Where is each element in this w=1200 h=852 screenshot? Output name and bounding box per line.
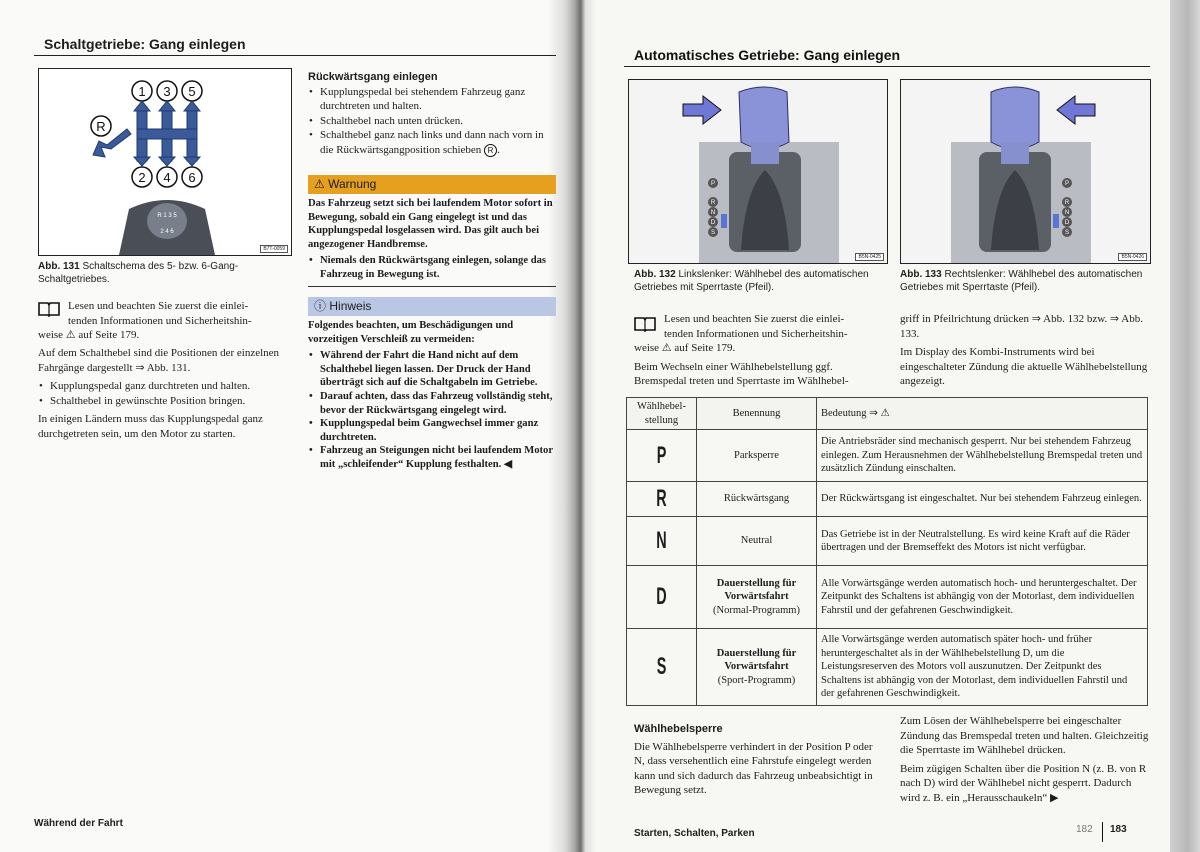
- gear-label-4: 4: [163, 170, 171, 185]
- row-pos-d: D: [656, 583, 667, 611]
- header-meaning-text: Bedeutung ⇒: [821, 407, 878, 419]
- bullet-1: • Kupplungspedal ganz durchtreten und halten.: [38, 379, 288, 394]
- gearshift-pattern-illustration: [39, 69, 291, 255]
- table-row: [627, 517, 1148, 566]
- header-position: Wählhebel-stellung: [627, 398, 697, 430]
- continue-arrow-icon: ▶: [1049, 791, 1059, 804]
- gear-label-3: 3: [163, 84, 171, 99]
- left-footer: Während der Fahrt: [34, 818, 123, 829]
- warning-box: [308, 175, 556, 287]
- hint-body: [308, 316, 556, 476]
- right-note-line-4: auf Seite 179.: [674, 342, 736, 354]
- pos-d: D: [710, 220, 716, 226]
- page-number-divider: [1102, 822, 1103, 842]
- selector-lever-rhd-illustration: [901, 80, 1150, 263]
- figure-133-code: B5N-0426: [1118, 253, 1147, 261]
- row-name-s-rest: (Sport-Programm): [717, 674, 796, 686]
- lock-right-col: [900, 714, 1150, 809]
- caption-text: Schaltschema des 5- bzw. 6-Gang-Schaltgetriebes.: [38, 261, 239, 285]
- heading-rule: [34, 55, 556, 56]
- reverse-heading: Rückwärtsgang einlegen: [308, 71, 438, 83]
- row-pos-p: P: [656, 441, 667, 469]
- note-line-4: auf Seite 179.: [78, 329, 140, 341]
- table-row: [627, 430, 1148, 482]
- gear-label-1: 1: [138, 84, 146, 99]
- right-note-line-3: weise: [634, 342, 660, 354]
- row-name-n: Neutral: [697, 517, 817, 566]
- row-meaning-r: Der Rückwärtsgang ist eingeschaltet. Nur bei stehendem Fahrzeug einlegen.: [817, 482, 1148, 517]
- bullet-2: • Schalthebel in gewünschte Position bringen.: [38, 394, 288, 409]
- right-para-1: griff in Pfeilrichtung drücken ⇒ Abb. 132 bzw. ⇒ Abb. 133.: [900, 313, 1143, 340]
- table-header-row: [627, 398, 1148, 430]
- warning-triangle-icon-right: ⚠: [661, 342, 672, 354]
- reverse-bullet-3-text: Schalthebel ganz nach links und dann nach vorn in die Rückwärtsgangposition schieben: [320, 129, 544, 156]
- gear-label-r: R: [96, 119, 106, 134]
- page-number-right: 183: [1110, 824, 1127, 835]
- para-1: Auf dem Schalthebel sind die Positionen der einzelnen Fahrgänge dargestellt ⇒ Abb. 131.: [38, 347, 280, 374]
- right-col-text: [900, 312, 1152, 393]
- right-note: [634, 312, 886, 393]
- pos-n: N: [710, 210, 716, 216]
- lock-heading: Wählhebelsperre: [634, 723, 723, 735]
- lock-right-para-2: Beim zügigen Schalten über die Position N (z. B. von R nach D) wird der Wählhebel nicht gesperrt. Dadurch wird z. B. ein „Herausschaukeln“: [900, 762, 1147, 804]
- note-line-2: tenden Informationen und Sicherheitshin-: [68, 314, 252, 327]
- left-page-heading: Schaltgetriebe: Gang einlegen: [44, 36, 246, 52]
- pos-n-rhd: N: [1064, 210, 1070, 216]
- left-col-body: [38, 346, 288, 445]
- book-icon-right: [634, 316, 656, 332]
- warning-bullet: • Niemals den Rückwärtsgang einlegen, solange das Fahrzeug in Bewegung ist.: [308, 254, 556, 281]
- lock-right-para-1: Zum Lösen der Wählhebelsperre bei eingeschalter Zündung das Bremspedal treten und halten. Gleichzeitig die Sperrtaste im Wählhebel drücken.: [900, 715, 1149, 756]
- row-name-d-bold: Dauerstellung für Vorwärtsfahrt: [716, 577, 797, 603]
- figure-132: [628, 79, 888, 264]
- right-heading-rule: [624, 66, 1150, 67]
- hint-bullet-4-text: Fahrzeug an Steigungen nicht bei laufendem Motor mit „schleifender“ Kupplung festhalten.: [320, 445, 553, 470]
- row-name-p: Parksperre: [697, 430, 817, 482]
- right-note-line-2: tenden Informationen und Sicherheitshin-: [664, 327, 848, 340]
- hint-intro: Folgendes beachten, um Beschädigungen und vorzeitigen Verschleiß zu vermeiden:: [308, 320, 514, 345]
- hint-bullet-1: • Während der Fahrt die Hand nicht auf dem Schalthebel liegen lassen. Der Druck der Hand überträgt sich auf die Schaltgabeln im Getriebe.: [308, 349, 556, 390]
- gear-label-5: 5: [188, 84, 196, 99]
- reverse-bullet-2: • Schalthebel nach unten drücken.: [308, 114, 558, 129]
- page-number-left: 182: [1076, 824, 1093, 835]
- row-pos-n: N: [656, 527, 667, 555]
- table-row: [627, 566, 1148, 629]
- info-icon: ⓘ: [314, 299, 327, 313]
- note-line-3: weise: [38, 329, 64, 341]
- hint-box: [308, 297, 556, 476]
- pos-s-rhd: S: [1064, 230, 1070, 236]
- reverse-symbol-icon: R: [484, 144, 497, 157]
- caption-label: Abb. 131: [38, 261, 80, 272]
- fig133-label: Abb. 133: [900, 269, 942, 280]
- fig132-label: Abb. 132: [634, 269, 676, 280]
- figure-132-code: B5N-0425: [855, 253, 884, 261]
- right-note-line-1: Lesen und beachten Sie zuerst die einlei-: [664, 313, 845, 325]
- left-note: [38, 299, 288, 343]
- warning-title: Warnung: [328, 177, 377, 191]
- hint-bullet-4: [308, 444, 556, 471]
- figure-132-caption: [634, 268, 884, 294]
- lock-para: Die Wählhebelsperre verhindert in der Position P oder N, dass versehentlich eine Fahrstufe eingelegt werden kann und sich dadurch das Fahrzeug unbeabsichtigt in Bewegung setzt.: [634, 740, 873, 796]
- row-meaning-d: Alle Vorwärtsgänge werden automatisch hoch- und heruntergeschaltet. Der Zeitpunkt des Schaltens ist abhängig von der Motorlast, dem individuellen Fahrstil und der gefahrenen Geschwindigkeit.: [817, 566, 1148, 629]
- row-meaning-p: Die Antriebsräder sind mechanisch gesperrt. Nur bei stehendem Fahrzeug einlegen. Zum Herausnehmen der Wählhebelstellung Bremspedal treten und zusätzlich Zündung einschalten.: [817, 430, 1148, 482]
- table-row: [627, 629, 1148, 706]
- note-line-1: Lesen und beachten Sie zuerst die einlei-: [68, 300, 249, 312]
- right-footer: Starten, Schalten, Parken: [634, 828, 755, 839]
- row-name-s-bold: Dauerstellung für Vorwärtsfahrt: [716, 647, 797, 673]
- warning-body: [308, 194, 556, 286]
- header-name: Benennung: [697, 398, 817, 430]
- gear-label-2: 2: [138, 170, 146, 185]
- header-meaning: [817, 398, 1148, 430]
- knob-text-bottom: 2 4 6: [160, 229, 174, 235]
- hint-header: [308, 297, 556, 316]
- selector-positions-table: [626, 397, 1148, 706]
- figure-133-caption: [900, 268, 1150, 294]
- figure-133: [900, 79, 1151, 264]
- right-para-2: Im Display des Kombi-Instruments wird bei eingeschalteter Zündung die aktuelle Wählhebelstellung angezeigt.: [900, 346, 1148, 387]
- page-edge: [1170, 0, 1200, 852]
- row-pos-s: S: [656, 653, 667, 681]
- warning-triangle-icon-table: ⚠: [880, 407, 890, 419]
- selector-lock-section: [634, 722, 884, 802]
- figure-code: B7T-0059: [260, 245, 288, 253]
- pos-r: R: [710, 200, 716, 206]
- reverse-bullet-1: • Kupplungspedal bei stehendem Fahrzeug ganz durchtreten und halten.: [308, 85, 558, 114]
- book-icon: [38, 301, 60, 317]
- pos-p: P: [710, 181, 716, 187]
- warning-header: [308, 175, 556, 194]
- right-page-heading: Automatisches Getriebe: Gang einlegen: [634, 47, 901, 63]
- warning-icon: ⚠: [314, 177, 325, 191]
- right-para-left: Beim Wechseln einer Wählhebelstellung ggf. Bremspedal treten und Sperrtaste im Wählhebel-: [634, 360, 849, 387]
- hint-bullet-2: • Darauf achten, dass das Fahrzeug vollständig steht, bevor der Rückwärtsgang eingelegt wird.: [308, 390, 556, 417]
- gear-label-6: 6: [188, 170, 196, 185]
- reverse-section: [308, 70, 558, 157]
- para-2: In einigen Ländern muss das Kupplungspedal ganz durchgetreten sein, um den Motor zu starten.: [38, 413, 263, 440]
- hint-bullet-3: • Kupplungspedal beim Gangwechsel immer ganz durchtreten.: [308, 417, 556, 444]
- knob-text-top: R 1 3 5: [157, 213, 177, 219]
- fig132-text: Linkslenker: Wählhebel des automatischen Getriebes mit Sperrtaste (Pfeil).: [634, 269, 869, 293]
- pos-r-rhd: R: [1064, 200, 1070, 206]
- row-meaning-s: Alle Vorwärtsgänge werden automatisch später hoch- und früher heruntergeschaltet als in der Wählhebelstellung D, um die Leistungsreserven des Motors voll auszunutzen. Der Zeitpunkt des Schaltens ist abhängig von der Motorlast, dem individuellen Fahrstil und der gefahrenen Geschwindigkeit.: [817, 629, 1148, 706]
- hint-title: Hinweis: [329, 299, 372, 313]
- row-meaning-n: Das Getriebe ist in der Neutralstellung. Es wird keine Kraft auf die Räder übertragen und der Bremseffekt des Motors ist nicht verfügbar.: [817, 517, 1148, 566]
- figure-131: [38, 68, 292, 256]
- pos-s: S: [710, 230, 716, 236]
- figure-131-caption: [38, 260, 290, 286]
- row-name-r: Rückwärtsgang: [697, 482, 817, 517]
- selector-lever-lhd-illustration: [629, 80, 887, 263]
- reverse-bullet-3: • Schalthebel ganz nach links und dann nach vorn in die Rückwärtsgangposition schieben R .: [308, 128, 558, 157]
- pos-p-rhd: P: [1064, 181, 1070, 187]
- warning-triangle-icon: ⚠: [65, 329, 76, 341]
- row-pos-r: R: [656, 485, 667, 513]
- pos-d-rhd: D: [1064, 220, 1070, 226]
- table-row: [627, 482, 1148, 517]
- warning-text: Das Fahrzeug setzt sich bei laufendem Motor sofort in Bewegung, sobald ein Gang eingelegt ist und das Kupplungspedal losgelassen wird. Das gilt auch bei angezogener Handbremse.: [308, 198, 553, 250]
- fig133-text: Rechtslenker: Wählhebel des automatischen Getriebes mit Sperrtaste (Pfeil).: [900, 269, 1143, 293]
- row-name-d-rest: (Normal-Programm): [713, 604, 800, 616]
- end-marker-icon: ◀: [503, 458, 513, 470]
